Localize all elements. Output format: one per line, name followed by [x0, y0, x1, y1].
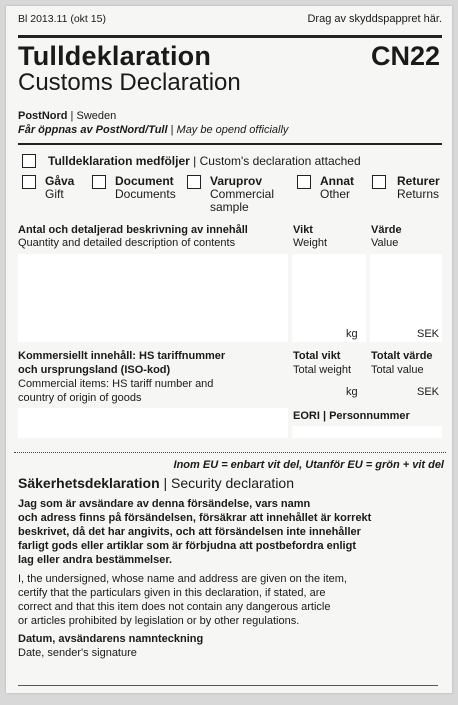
security-en-line: certify that the particulars given in this declaration, if stated, are — [18, 587, 326, 599]
form-type-code: CN22 — [370, 41, 440, 71]
sample-label-en: Commercial sample — [210, 187, 275, 214]
form-code: Bl 2013.11 (okt 15) — [18, 13, 106, 25]
carrier-country: Sweden — [76, 110, 117, 122]
security-en-line: I, the undersigned, whose name and address are given on the item, — [18, 573, 347, 585]
security-text-sv — [18, 497, 450, 567]
other-checkbox[interactable] — [297, 175, 311, 189]
open-note-sv: Får öppnas av PostNord/Tull — [18, 124, 168, 136]
gift-label — [45, 175, 74, 201]
carrier-name: PostNord — [18, 110, 68, 122]
weight-unit: kg — [346, 328, 358, 340]
returns-label-sv: Returer — [397, 174, 440, 188]
desc-header-sv: Antal och detaljerad beskrivning av innehåll — [18, 224, 248, 236]
commercial-label-sv-2: och ursprungsland (ISO-kod) — [18, 364, 171, 376]
open-note-line: Får öppnas av PostNord/Tull | May be opend officially — [18, 124, 289, 136]
security-sv-line: Jag som är avsändare av denna försändelse, vars namn — [18, 498, 311, 510]
perforation-line — [14, 452, 446, 453]
other-label — [320, 175, 354, 201]
commercial-label-sv-1: Kommersiellt innehåll: HS tariffnummer — [18, 350, 226, 362]
returns-label — [397, 175, 440, 201]
total-weight-header — [293, 349, 351, 377]
weight-header — [293, 224, 327, 250]
total-weight-unit: kg — [346, 386, 358, 398]
gift-label-en: Gift — [45, 187, 64, 201]
total-value-sv: Totalt värde — [371, 350, 433, 362]
total-weight-sv: Total vikt — [293, 350, 341, 362]
security-sv-line: farligt gods eller artiklar som är förbjudna att postbefordra enligt — [18, 540, 356, 552]
title-en: Customs Declaration — [18, 69, 241, 96]
value-header — [371, 224, 402, 250]
desc-header-en: Quantity and detailed description of contents — [18, 237, 236, 249]
value-header-en: Value — [371, 237, 399, 249]
other-label-en: Other — [320, 187, 351, 201]
attached-label-en: Custom's declaration attached — [199, 154, 361, 168]
commercial-label — [18, 349, 225, 405]
documents-label-sv: Document — [115, 174, 174, 188]
desc-header — [18, 224, 248, 250]
other-label-sv: Annat — [320, 174, 354, 188]
security-title-en: Security declaration — [171, 475, 294, 491]
eu-note: Inom EU = enbart vit del, Utanför EU = grön + vit del — [173, 459, 444, 471]
attached-label: Tulldeklaration medföljer | Custom's declaration attached — [48, 154, 361, 168]
tear-note: Drag av skyddspappret här. — [307, 13, 442, 25]
returns-label-en: Returns — [397, 187, 440, 201]
sample-label — [210, 175, 290, 214]
gift-checkbox[interactable] — [22, 175, 36, 189]
section-rule-1 — [18, 143, 442, 145]
commercial-label-en-1: Commercial items: HS tariff number and — [18, 378, 214, 390]
security-title-sv: Säkerhetsdeklaration — [18, 475, 160, 491]
documents-label-en: Documents — [115, 187, 176, 201]
carrier-line: PostNord | Sweden — [18, 110, 117, 122]
signature-label-sv: Datum, avsändarens namnteckning — [18, 633, 204, 645]
eori-label: EORI | Personnummer — [293, 410, 410, 422]
total-weight-en: Total weight — [293, 364, 352, 376]
open-note-en: May be opend officially — [176, 124, 289, 136]
attached-checkbox[interactable] — [22, 154, 36, 168]
security-sv-line: beskrivet, då det har angivits, och att försändelsen inte innehåller — [18, 526, 361, 538]
hs-tariff-field[interactable] — [18, 408, 288, 438]
eori-field[interactable] — [292, 426, 442, 438]
attached-label-sv: Tulldeklaration medföljer — [48, 154, 190, 168]
security-en-line: correct and that this item does not contain any dangerous article — [18, 601, 331, 613]
total-value-header — [371, 349, 433, 377]
signature-label-en: Date, sender's signature — [18, 647, 137, 659]
top-rule — [18, 35, 442, 38]
documents-checkbox[interactable] — [92, 175, 106, 189]
commercial-label-en-2: country of origin of goods — [18, 392, 142, 404]
value-unit: SEK — [417, 328, 440, 340]
security-sv-line: lag eller andra bestämmelser. — [18, 554, 173, 566]
total-value-en: Total value — [371, 364, 424, 376]
title-sv: Tulldeklaration — [18, 41, 212, 71]
sample-checkbox[interactable] — [187, 175, 201, 189]
security-text-en — [18, 572, 450, 628]
signature-field[interactable] — [18, 654, 442, 684]
value-header-sv: Värde — [371, 224, 402, 236]
security-title: Säkerhetsdeklaration | Security declaration — [18, 475, 294, 491]
security-sv-line: och adress finns på försändelsen, försäkrar att innehållet är korrekt — [18, 512, 372, 524]
description-field[interactable] — [18, 254, 288, 342]
weight-header-sv: Vikt — [293, 224, 313, 236]
gift-label-sv: Gåva — [45, 174, 75, 188]
documents-label — [115, 175, 176, 201]
total-value-unit: SEK — [417, 386, 440, 398]
signature-line — [18, 685, 438, 686]
customs-form — [6, 6, 452, 693]
sample-label-sv: Varuprov — [210, 174, 263, 188]
security-en-line: or articles prohibited by legislation or by other regulations. — [18, 615, 300, 627]
weight-header-en: Weight — [293, 237, 328, 249]
returns-checkbox[interactable] — [372, 175, 386, 189]
